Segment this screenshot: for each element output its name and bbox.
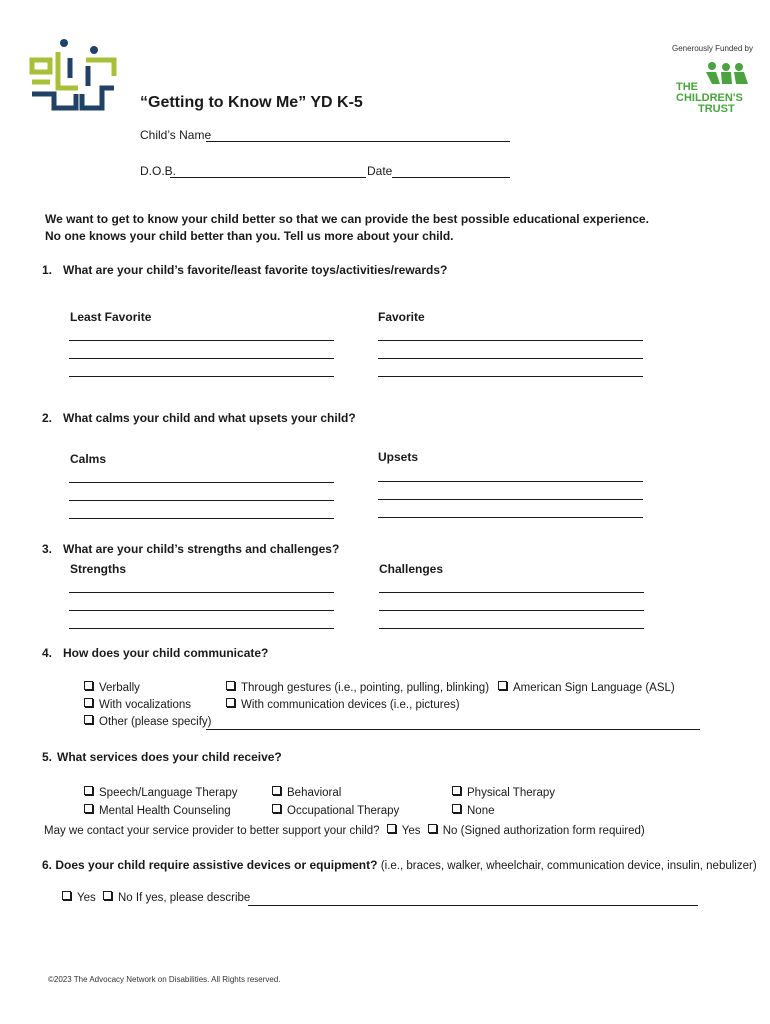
checkbox-icon[interactable] — [452, 786, 461, 795]
q2-right-line[interactable] — [378, 499, 643, 500]
q3-right-line[interactable] — [379, 592, 644, 593]
checkbox-icon[interactable] — [84, 715, 93, 724]
checkbox-icon[interactable] — [498, 681, 507, 690]
svg-text:TRUST: TRUST — [698, 103, 735, 114]
option-physical-therapy[interactable]: Physical Therapy — [452, 787, 555, 799]
option-gestures[interactable]: Through gestures (i.e., pointing, pulling, blinking) — [226, 682, 489, 694]
q1-left-line[interactable] — [69, 358, 334, 359]
q3-left-line[interactable] — [69, 610, 334, 611]
option-other[interactable]: Other (please specify) — [84, 716, 212, 728]
funded-by-text: Generously Funded by — [672, 44, 753, 53]
q3-left-line[interactable] — [69, 592, 334, 593]
dob-field[interactable] — [170, 177, 366, 178]
option-communication-devices[interactable]: With communication devices (i.e., pictures) — [226, 699, 460, 711]
q1-left-line[interactable] — [69, 376, 334, 377]
q2-left-line[interactable] — [69, 518, 334, 519]
intro-line-2: No one knows your child better than you. Tell us more about your child. — [45, 229, 454, 243]
checkbox-icon[interactable] — [84, 698, 93, 707]
page-title: “Getting to Know Me” YD K-5 — [140, 94, 363, 111]
q1-right-line[interactable] — [378, 340, 643, 341]
q3-right-label: Challenges — [379, 562, 444, 576]
svg-text:CHILDREN'S: CHILDREN'S — [676, 92, 743, 104]
q2-right-label: Upsets — [378, 450, 419, 464]
contact-provider-row — [44, 825, 645, 837]
checkbox-icon[interactable] — [272, 786, 281, 795]
checkbox-icon[interactable] — [62, 891, 71, 900]
q3-question: What are your child’s strengths and challenges? — [63, 542, 340, 556]
q3-number: 3. — [42, 542, 53, 556]
dob-label: D.O.B. — [140, 164, 177, 178]
q4-question: How does your child communicate? — [63, 646, 269, 660]
svg-text:THE: THE — [676, 81, 698, 93]
q3-left-label: Strengths — [70, 562, 127, 576]
checkbox-icon[interactable] — [452, 804, 461, 813]
q2-left-label: Calms — [70, 452, 107, 466]
contact-yes-label: Yes — [401, 825, 421, 837]
checkbox-icon[interactable] — [272, 804, 281, 813]
q1-left-line[interactable] — [69, 340, 334, 341]
q3-left-line[interactable] — [69, 628, 334, 629]
q4-number: 4. — [42, 646, 53, 660]
checkbox-icon[interactable] — [84, 804, 93, 813]
q6-answer-row — [62, 892, 250, 904]
date-field[interactable] — [392, 177, 510, 178]
option-behavioral[interactable]: Behavioral — [272, 787, 341, 799]
option-asl[interactable]: American Sign Language (ASL) — [498, 682, 675, 694]
checkbox-icon[interactable] — [428, 824, 437, 833]
q6-number: 6. — [42, 858, 53, 872]
q2-left-line[interactable] — [69, 500, 334, 501]
q2-number: 2. — [42, 411, 53, 425]
contact-no-label: No (Signed authorization form required) — [442, 825, 645, 837]
child-name-label: Child’s Name — [140, 128, 212, 142]
copyright-text: ©2023 The Advocacy Network on Disabilities. All Rights reserved. — [48, 975, 281, 984]
checkbox-icon[interactable] — [84, 786, 93, 795]
intro-line-1: We want to get to know your child better so that we can provide the best possible educational experience. — [45, 212, 649, 226]
q3-right-line[interactable] — [379, 628, 644, 629]
q5-question: What services does your child receive? — [57, 750, 282, 764]
option-mental-health[interactable]: Mental Health Counseling — [84, 805, 231, 817]
q5-number: 5. — [42, 750, 53, 764]
q2-right-line[interactable] — [378, 517, 643, 518]
contact-provider-question: May we contact your service provider to better support your child? — [44, 825, 380, 837]
option-speech-therapy[interactable]: Speech/Language Therapy — [84, 787, 238, 799]
checkbox-icon[interactable] — [226, 698, 235, 707]
q1-right-label: Favorite — [378, 310, 425, 324]
q2-question: What calms your child and what upsets your child? — [63, 411, 356, 425]
q6-question: Does your child require assistive devices or equipment? — [55, 858, 378, 872]
option-vocalizations[interactable]: With vocalizations — [84, 699, 191, 711]
childrens-trust-logo — [676, 60, 752, 114]
q6-describe-field[interactable] — [248, 905, 698, 906]
option-verbally[interactable]: Verbally — [84, 682, 140, 694]
q1-number: 1. — [42, 263, 53, 277]
q2-left-line[interactable] — [69, 482, 334, 483]
child-name-field[interactable] — [206, 141, 510, 142]
q1-question: What are your child’s favorite/least favorite toys/activities/rewards? — [63, 263, 448, 277]
checkbox-icon[interactable] — [84, 681, 93, 690]
advocacy-network-logo — [28, 38, 120, 114]
q6-row — [42, 858, 757, 872]
checkbox-icon[interactable] — [387, 824, 396, 833]
q1-left-label: Least Favorite — [70, 310, 152, 324]
q2-right-line[interactable] — [378, 481, 643, 482]
q6-describe-label: If yes, please describe — [135, 892, 251, 904]
date-label: Date — [367, 164, 393, 178]
q1-right-line[interactable] — [378, 358, 643, 359]
q6-examples: (i.e., braces, walker, wheelchair, communication device, insulin, nebulizer) — [380, 860, 757, 872]
checkbox-icon[interactable] — [103, 891, 112, 900]
option-none[interactable]: None — [452, 805, 495, 817]
option-occupational-therapy[interactable]: Occupational Therapy — [272, 805, 399, 817]
q3-right-line[interactable] — [379, 610, 644, 611]
q1-right-line[interactable] — [378, 376, 643, 377]
other-specify-field[interactable] — [206, 729, 700, 730]
checkbox-icon[interactable] — [226, 681, 235, 690]
q6-yes-label: Yes — [77, 892, 96, 904]
q6-no-label: No — [117, 892, 133, 904]
